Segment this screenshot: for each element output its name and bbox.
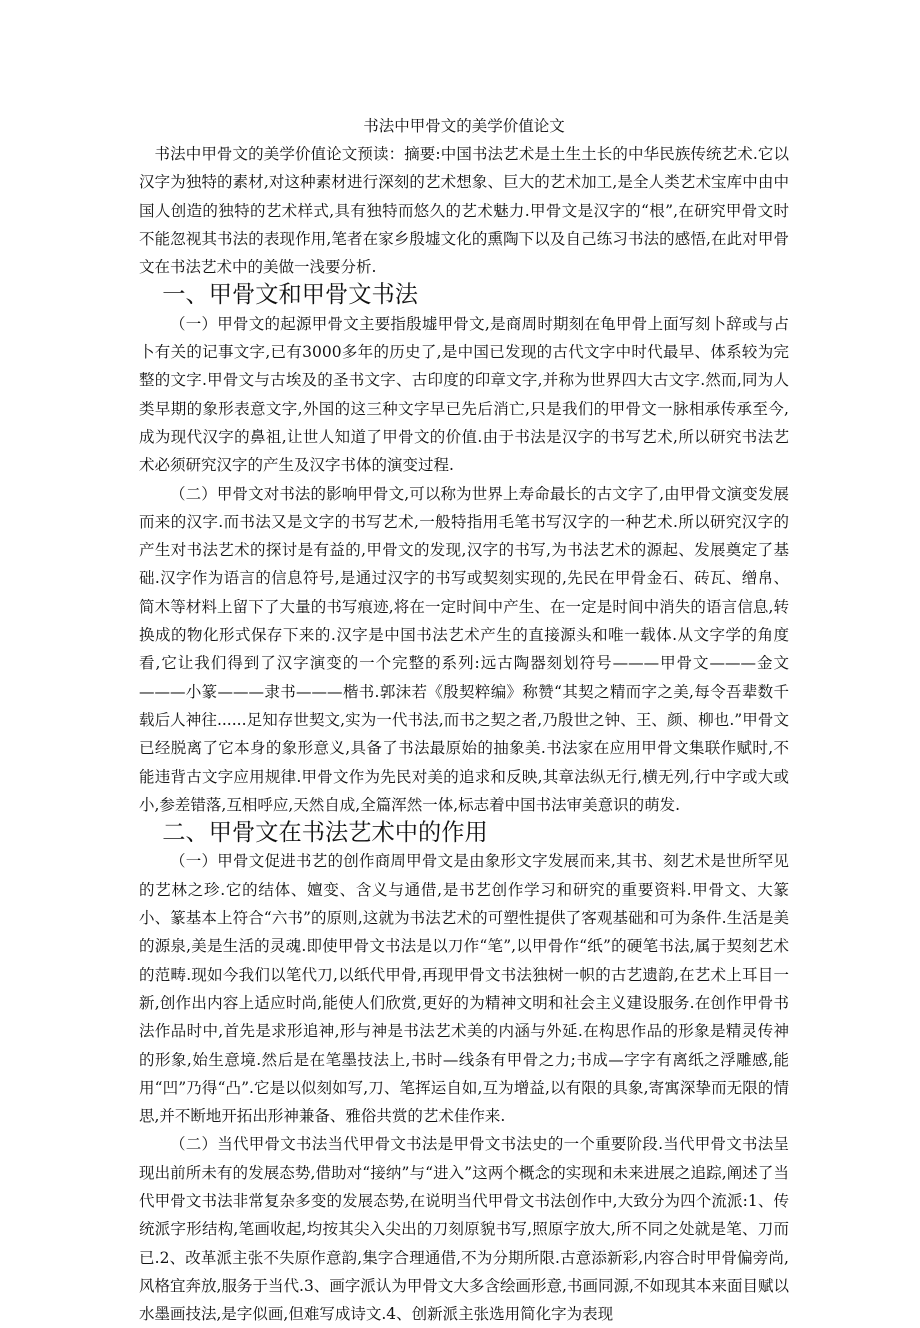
- intro-paragraph: 书法中甲骨文的美学价值论文预读：摘要:中国书法艺术是土生土长的中华民族传统艺术.它以汉字为独特的素材,对这种素材进行深刻的艺术想象、巨大的艺术加工,是全人类艺术宝库中由中国人创造的独特的艺术样式,具有独特而悠久的艺术魅力.甲骨文是汉字的“根”,在研究甲骨文时不能忽视其书法的表现作用,笔者在家乡殷墟文化的熏陶下以及自己练习书法的感悟,在此对甲骨文在书法艺术中的美做一浅要分析.: [139, 145, 789, 277]
- section1-paragraph-1: （一）甲骨文的起源甲骨文主要指殷墟甲骨文,是商周时期刻在龟甲骨上面写刻卜辞或与占卜有关的记事文字,已有3000多年的历史了,是中国已发现的古代文字中时代最早、体系较为完整的文字.甲骨文与古埃及的圣书文字、古印度的印章文字,并称为世界四大古文字.然而,同为人类早期的象形表意文字,外国的这三种文字早已先后消亡,只是我们的甲骨文一脉相承传承至今,成为现代汉字的鼻祖,让世人知道了甲骨文的价值.由于书法是汉字的书写艺术,所以研究书法艺术必须研究汉字的产生及汉字书体的演变过程.: [139, 314, 789, 475]
- document-page: [139, 112, 789, 1328]
- section1-paragraph-2: （二）甲骨文对书法的影响甲骨文,可以称为世界上寿命最长的古文字了,由甲骨文演变发展而来的汉字.而书法又是文字的书写艺术,一般特指用毛笔书写汉字的一种艺术.所以研究汉字的产生对书法艺术的探讨是有益的,甲骨文的发现,汉字的书写,为书法艺术的源起、发展奠定了基础.汉字作为语言的信息符号,是通过汉字的书写或契刻实现的,先民在甲骨金石、砖瓦、缯帛、简木等材料上留下了大量的书写痕迹,将在一定时间中产生、在一定是时间中消失的语言信息,转换成的物化形式保存下来的.汉字是中国书法艺术产生的直接源头和唯一载体.从文字学的角度看,它让我们得到了汉字演变的一个完整的系列:远古陶器刻划符号———甲骨文———金文———小篆———隶书———楷书.郭沫若《殷契粹编》称赞“其契之精而字之美,每令吾辈数千载后人神往......足知存世契文,实为一代书法,而书之契之者,乃殷世之钟、王、颜、柳也.”甲骨文已经脱离了它本身的象形意义,具备了书法最原始的抽象美.书法家在应用甲骨文集联作赋时,不能违背古文字应用规律.甲骨文作为先民对美的追求和反映,其章法纵无行,横无列,行中字或大或小,参差错落,互相呼应,天然自成,全篇浑然一体,标志着中国书法审美意识的萌发.: [139, 484, 789, 814]
- section-heading-2: 二、甲骨文在书法艺术中的作用: [162, 819, 488, 847]
- section2-paragraph-1: （一）甲骨文促进书艺的创作商周甲骨文是由象形文字发展而来,其书、刻艺术是世所罕见的艺林之珍.它的结体、嬗变、含义与通借,是书艺创作学习和研究的重要资料.甲骨文、大篆小、篆基本上符合“六书”的原则,这就为书法艺术的可塑性提供了客观基础和可为条件.生活是美的源泉,美是生活的灵魂.即使甲骨文书法是以刀作“笔”,以甲骨作“纸”的硬笔书法,属于契刻艺术的范畴.现如今我们以笔代刀,以纸代甲骨,再现甲骨文书法独树一帜的古艺遗韵,在艺术上耳目一新,创作出内容上适应时尚,能使人们欣赏,更好的为精神文明和社会主义建设服务.在创作甲骨书法作品时中,首先是求形追神,形与神是书法艺术美的内涵与外延.在构思作品的形象是精灵传神的形象,始生意境.然后是在笔墨技法上,书时—线条有甲骨之力;书成—字字有离纸之浮雕感,能用“凹”乃得“凸”.它是以似刻如写,刀、笔挥运自如,互为增益,以有限的具象,寄寓深挚而无限的情思,并不断地开拓出形神兼备、雅俗共赏的艺术佳作来.: [139, 852, 789, 1126]
- section2-paragraph-2: （二）当代甲骨文书法当代甲骨文书法是甲骨文书法史的一个重要阶段.当代甲骨文书法呈现出前所未有的发展态势,借助对“接纳”与“进入”这两个概念的实现和未来进展之追踪,阐述了当代甲骨文书法非常复杂多变的发展态势,在说明当代甲骨文书法创作中,大致分为四个流派:1、传统派字形结构,笔画收起,均按其尖入尖出的刀刻原貌书写,照原字放大,所不同之处就是笔、刀而已.2、改革派主张不失原作意韵,集字合理通借,不为分期所限.古意添新彩,内容合时甲骨偏旁尚,风格宜奔放,服务于当代.3、画字派认为甲骨文大多含绘画形意,书画同源,不如现其本来面目赋以水墨画技法,是字似画,但难写成诗文.4、创新派主张选用简化字为表现: [139, 1135, 789, 1324]
- section-heading-1: 一、甲骨文和甲骨文书法: [162, 281, 419, 309]
- document-title: 书法中甲骨文的美学价值论文: [363, 117, 565, 135]
